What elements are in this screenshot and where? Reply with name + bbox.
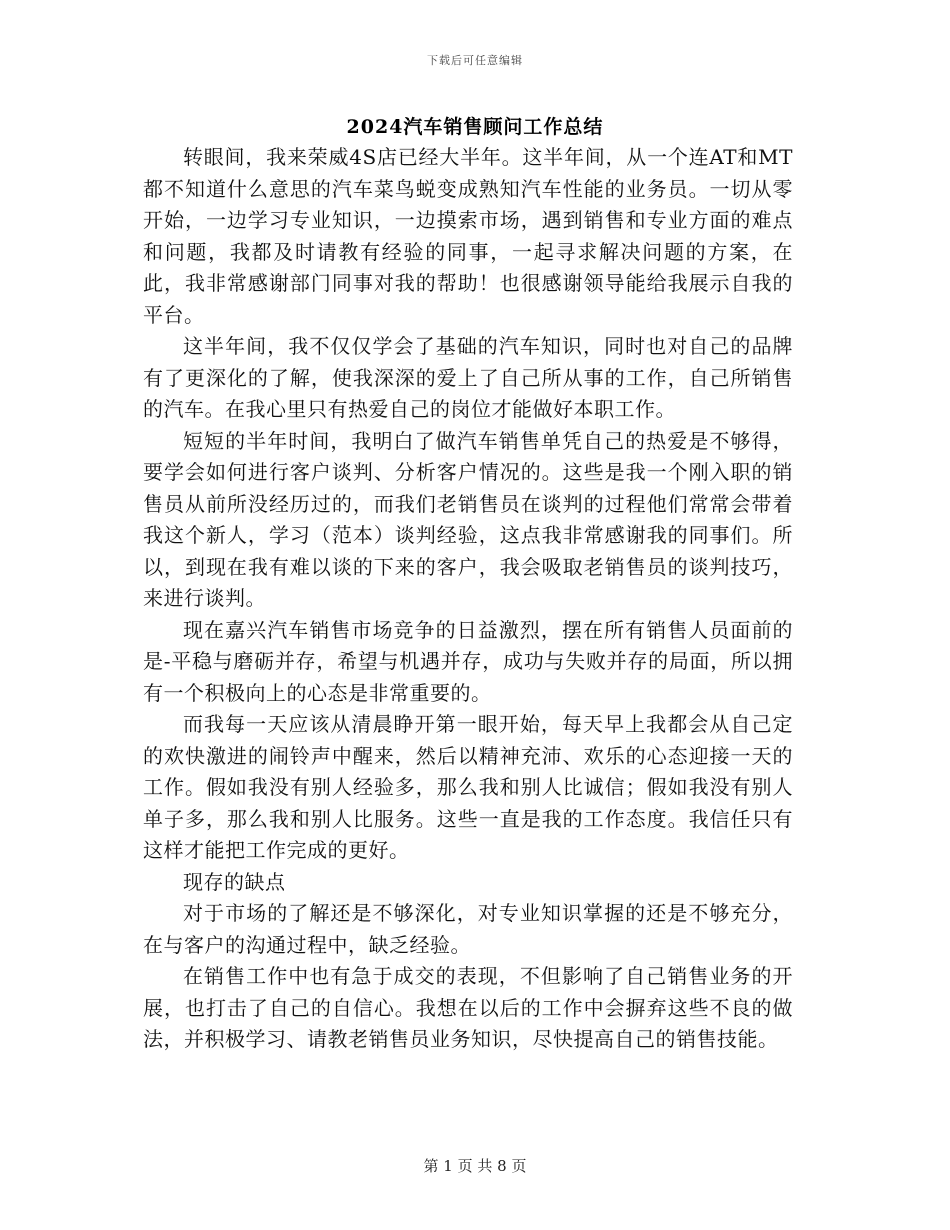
paragraph-3: 短短的半年时间，我明白了做汽车销售单凭自己的热爱是不够得，要学会如何进行客户谈判、分析客户情况的。这些是我一个刚入职的销售员从前所没经历过的，而我们老销售员在谈判的过程他们常常会带着我这个新人，学习（范本）谈判经验，这点我非常感谢我的同事们。所以，到现在我有难以谈的下来的客户，我会吸取老销售员的谈判技巧，来进行谈判。 [143, 428, 793, 610]
paragraph-7: 在销售工作中也有急于成交的表现，不但影响了自己销售业务的开展，也打击了自己的自信心。我想在以后的工作中会摒弃这些不良的做法，并积极学习、请教老销售员业务知识，尽快提高自己的销售技能。 [143, 964, 793, 1051]
paragraph-6: 对于市场的了解还是不够深化，对专业知识掌握的还是不够充分，在与客户的沟通过程中，缺乏经验。 [143, 901, 793, 957]
document-body [143, 142, 793, 1056]
paragraph-4: 现在嘉兴汽车销售市场竞争的日益激烈，摆在所有销售人员面前的是-平稳与磨砺并存，希望与机遇并存，成功与失败并存的局面，所以拥有一个积极向上的心态是非常重要的。 [143, 617, 793, 705]
page-number: 第 1 页 共 8 页 [423, 1157, 527, 1175]
section-heading-shortcomings: 现存的缺点 [183, 869, 286, 894]
paragraph-2: 这半年间，我不仅仅学会了基础的汽车知识，同时也对自己的品牌有了更深化的了解，使我深深的爱上了自己所从事的工作，自己所销售的汽车。在我心里只有热爱自己的岗位才能做好本职工作。 [143, 334, 793, 421]
document-title: 2024汽车销售顾问工作总结 [346, 116, 604, 138]
paragraph-5: 而我每一天应该从清晨睁开第一眼开始，每天早上我都会从自己定的欢快激进的闹铃声中醒来，然后以精神充沛、欢乐的心态迎接一天的工作。假如我没有别人经验多，那么我和别人比诚信；假如我没有别人单子多，那么我和别人比服务。这些一直是我的工作态度。我信任只有这样才能把工作完成的更好。 [143, 712, 793, 862]
page-header-note: 下载后可任意编辑 [427, 54, 523, 67]
paragraph-1: 转眼间，我来荣威4S店已经大半年。这半年间，从一个连AT和MT都不知道什么意思的汽车菜鸟蜕变成熟知汽车性能的业务员。一切从零开始，一边学习专业知识，一边摸索市场，遇到销售和专业方面的难点和问题，我都及时请教有经验的同事，一起寻求解决问题的方案，在此，我非常感谢部门同事对我的帮助！也很感谢领导能给我展示自我的平台。 [143, 145, 793, 327]
